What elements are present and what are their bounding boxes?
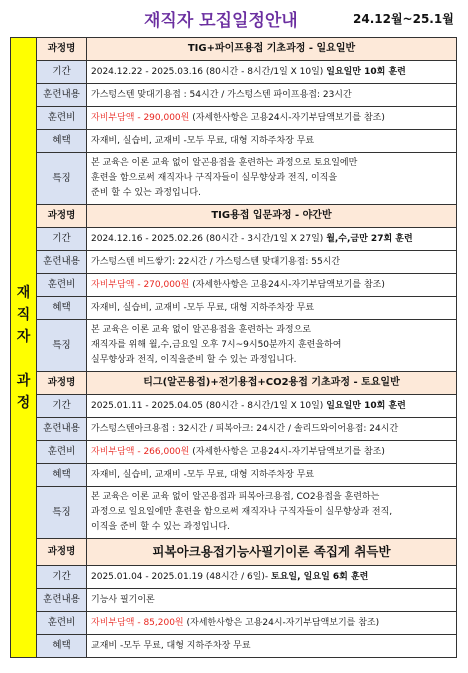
course-fee: 자비부담액 - 266,000원 (자세한사항은 고용24시-자기부담액보기를 참조) bbox=[87, 441, 457, 464]
course-title: 피복아크용접기능사필기이론 족집게 취득반 bbox=[87, 539, 457, 566]
course-benefit: 자재비, 실습비, 교재비 -모두 무료, 대형 지하주차장 무료 bbox=[87, 464, 457, 487]
period-label: 기간 bbox=[37, 395, 87, 418]
course-content: 가스텅스텐아크용접 : 32시간 / 피복아크: 24시간 / 솔리드와이어용접: 24시간 bbox=[87, 418, 457, 441]
course-feature: 본 교육은 이론 교육 없이 알곤용접을 훈련하는 과정으로 재직자를 위해 월,수,금요일 오후 7시~9시50분까지 훈련을하여 실무향상과 전직, 이직을준비 할 수 있는 과정입니다. bbox=[87, 320, 457, 372]
course-fee: 자비부담액 - 270,000원 (자세한사항은 고용24시-자기부담액보기를 참조) bbox=[87, 274, 457, 297]
content-label: 훈련내용 bbox=[37, 84, 87, 107]
schedule-period: 24.12월~25.1월 bbox=[353, 12, 454, 26]
content-label: 훈련내용 bbox=[37, 251, 87, 274]
fee-label: 훈련비 bbox=[37, 612, 87, 635]
feature-label: 특징 bbox=[37, 153, 87, 205]
course-content: 가스텅스텐 비드쌓기: 22시간 / 가스텅스텐 맞대기용접: 55시간 bbox=[87, 251, 457, 274]
course-feature: 본 교육은 이론 교육 없이 알곤용접과 피복아크용접, CO2용접을 훈련하는 과정으로 일요일에만 훈련을 함으로써 재직자나 구직자들이 실무향상과 전직, 이직을 준비 할 수 있는 과정입니다. bbox=[87, 487, 457, 539]
course-label: 과정명 bbox=[37, 539, 87, 566]
course-period: 2025.01.04 - 2025.01.19 (48시간 / 6일)- 토요일, 일요일 6회 훈련 bbox=[87, 566, 457, 589]
course-benefit: 교재비 -모두 무료, 대형 지하주차장 무료 bbox=[87, 635, 457, 658]
course-benefit: 자재비, 실습비, 교재비 -모두 무료, 대형 지하주차장 무료 bbox=[87, 130, 457, 153]
course-period: 2025.01.11 - 2025.04.05 (80시간 - 8시간/1일 X 10일) 일요일만 10회 훈련 bbox=[87, 395, 457, 418]
course-fee: 자비부담액 - 85,200원 (자세한사항은 고용24시-자기부담액보기를 참조) bbox=[87, 612, 457, 635]
feature-label: 특징 bbox=[37, 487, 87, 539]
benefit-label: 혜택 bbox=[37, 297, 87, 320]
course-benefit: 자재비, 실습비, 교재비 -모두 무료, 대형 지하주차장 무료 bbox=[87, 297, 457, 320]
fee-label: 훈련비 bbox=[37, 441, 87, 464]
benefit-label: 혜택 bbox=[37, 635, 87, 658]
fee-label: 훈련비 bbox=[37, 274, 87, 297]
fee-label: 훈련비 bbox=[37, 107, 87, 130]
course-label: 과정명 bbox=[37, 205, 87, 228]
course-content: 가스텅스텐 맞대기용접 : 54시간 / 가스텅스텐 파이프용접: 23시간 bbox=[87, 84, 457, 107]
course-label: 과정명 bbox=[37, 38, 87, 61]
benefit-label: 혜택 bbox=[37, 130, 87, 153]
content-label: 훈련내용 bbox=[37, 589, 87, 612]
course-title: 티그(알곤용접)+전기용접+CO2용접 기초과정 - 토요일반 bbox=[87, 372, 457, 395]
course-title: TIG용접 입문과정 - 야간반 bbox=[87, 205, 457, 228]
page-header bbox=[0, 0, 468, 36]
period-label: 기간 bbox=[37, 228, 87, 251]
page-title: 재직자 모집일정안내 bbox=[144, 11, 298, 31]
course-period: 2024.12.22 - 2025.03.16 (80시간 - 8시간/1일 X 10일) 일요일만 10회 훈련 bbox=[87, 61, 457, 84]
course-feature: 본 교육은 이론 교육 없이 알곤용접을 훈련하는 과정으로 토요일에만 훈련을 함으로써 재직자나 구직자들이 실무향상과 전직, 이직을 준비 할 수 있는 과정입니다. bbox=[87, 153, 457, 205]
feature-label: 특징 bbox=[37, 320, 87, 372]
course-title: TIG+파이프용접 기초과정 - 일요일반 bbox=[87, 38, 457, 61]
course-fee: 자비부담액 - 290,000원 (자세한사항은 고용24시-자기부담액보기를 참조) bbox=[87, 107, 457, 130]
period-label: 기간 bbox=[37, 61, 87, 84]
course-period: 2024.12.16 - 2025.02.26 (80시간 - 3시간/1일 X 27일) 월,수,금만 27회 훈련 bbox=[87, 228, 457, 251]
course-label: 과정명 bbox=[37, 372, 87, 395]
period-label: 기간 bbox=[37, 566, 87, 589]
content-label: 훈련내용 bbox=[37, 418, 87, 441]
benefit-label: 혜택 bbox=[37, 464, 87, 487]
course-content: 기능사 필기이론 bbox=[87, 589, 457, 612]
side-label: 재 직 자 과 정 bbox=[11, 38, 37, 658]
schedule-table bbox=[10, 37, 457, 658]
